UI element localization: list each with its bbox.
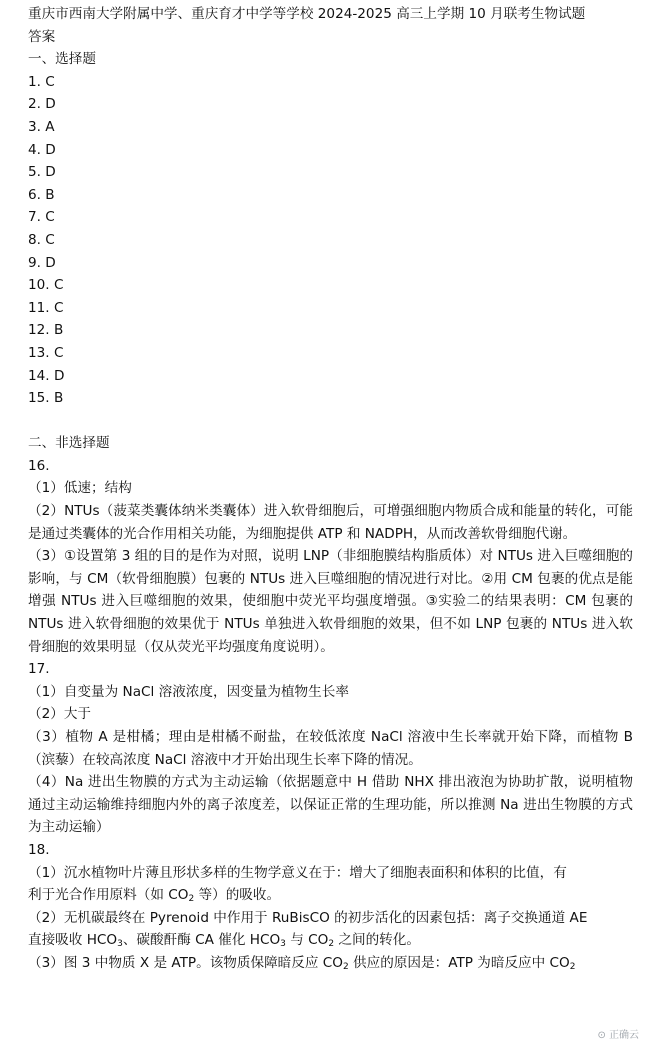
question-17 (28, 658, 633, 839)
answer-item: 13. C (28, 344, 64, 361)
answer-paragraph: （2）NTUs（菠菜类囊体纳米类囊体）进入软骨细胞后，可增强细胞内物质合成和能量的转化，可能是通过类囊体的光合作用相关功能，为细胞提供 ATP 和 NADPH，从而改善软骨细胞代谢。 (28, 503, 633, 542)
answer-paragraph: （2）大于 (28, 706, 92, 723)
answer-paragraph: （4）Na 进出生物膜的方式为主动运输（依据题意中 H 借助 NHX 排出液泡为协助扩散，说明植物通过主动运输维持细胞内外的离子浓度差，以保证正常的生理功能，所以推测 Na 进出生物膜的方式为主动运输） (28, 774, 633, 836)
answer-line (28, 952, 633, 975)
answer-item: 9. D (28, 254, 56, 271)
answer-line (28, 929, 633, 952)
answer-item: 12. B (28, 322, 64, 339)
answer-item: 7. C (28, 209, 55, 226)
answer-item: 15. B (28, 390, 64, 407)
answer-text: 之间的转化。 (334, 932, 420, 949)
answer-text: （1）沉水植物叶片薄且形状多样的生物学意义在于：增大了细胞表面积和体积的比值，有 (28, 864, 567, 881)
spacer (28, 410, 633, 433)
subscript: 2 (342, 961, 349, 972)
answer-line (28, 862, 633, 885)
subscript: 3 (280, 939, 286, 950)
document-title: 重庆市西南大学附属中学、重庆育才中学等学校 2024-2025 高三上学期 10 月联考生物试题 (28, 6, 586, 22)
answer-text: 与 CO (285, 932, 329, 949)
answer-paragraph: （3）植物 A 是柑橘；理由是柑橘不耐盐，在较低浓度 NaCl 溶液中生长率就开始下降，而植物 B（滨藜）在较高浓度 NaCl 溶液中才开始出现生长率下降的情况。 (28, 729, 633, 768)
answer-item: 11. C (28, 299, 64, 316)
answer-paragraph: （1）自变量为 NaCl 溶液浓度，因变量为植物生长率 (28, 683, 349, 700)
question-number: 17. (28, 661, 50, 678)
answer-item: 2. D (28, 96, 56, 113)
subscript: 3 (117, 939, 123, 950)
answer-item: 10. C (28, 277, 64, 294)
question-number: 16. (28, 457, 50, 474)
question-16 (28, 455, 633, 658)
question-number: 18. (28, 841, 50, 858)
answer-text: （2）无机碳最终在 Pyrenoid 中作用于 RuBisCO 的初步活化的因素包括：离子交换通道 AE (28, 909, 588, 926)
answer-text: （3）图 3 中物质 X 是 ATP。该物质保障暗反应 CO (28, 954, 343, 971)
answer-text: 等）的吸收。 (194, 887, 281, 904)
answer-item: 1. C (28, 73, 55, 90)
answer-line (28, 884, 633, 907)
question-18 (28, 839, 633, 975)
answer-item: 4. D (28, 141, 56, 158)
answer-text: 、碳酸酐酶 CA 催化 HCO (122, 932, 281, 949)
document-subtitle: 答案 (28, 28, 56, 45)
watermark-logo: ⊙ 正确云 (597, 1030, 639, 1041)
answer-text: 供应的原因是：ATP 为暗反应中 CO (348, 954, 570, 971)
answer-item: 5. D (28, 164, 56, 181)
answer-item: 6. B (28, 186, 55, 203)
section-heading-choice: 一、选择题 (28, 51, 96, 68)
answer-text: 利于光合作用原料（如 CO (28, 887, 189, 904)
answer-paragraph: （3）①设置第 3 组的目的是作为对照，说明 LNP（非细胞膜结构脂质体）对 NTUs 进入巨噬细胞的影响，与 CM（软骨细胞膜）包裹的 NTUs 进入巨噬细胞的情况进行对比。②用 CM 包裹的优点是能增强 NTUs 进入巨噬细胞的效果，使细胞中荧光平均强度增强。③实验二的结果表明：CM 包裹的 NTUs 进入软骨细胞的效果优于 NTUs 单独进入软骨细胞的效果，但不如 LNP 包裹的 NTUs 进入软骨细胞的效果明显（仅从荧光平均强度角度说明）。 (28, 548, 633, 655)
answer-list (28, 71, 633, 410)
section-heading-nonchoice: 二、非选择题 (28, 435, 110, 452)
document-page (28, 3, 633, 975)
subscript: 2 (569, 961, 576, 972)
answer-paragraph: （1）低速；结构 (28, 480, 132, 497)
answer-item: 3. A (28, 118, 55, 135)
answer-line (28, 907, 633, 930)
subscript: 2 (188, 894, 195, 905)
answer-item: 14. D (28, 367, 65, 384)
subscript: 2 (328, 939, 335, 950)
answer-text: 直接吸收 HCO (28, 932, 118, 949)
answer-item: 8. C (28, 231, 55, 248)
